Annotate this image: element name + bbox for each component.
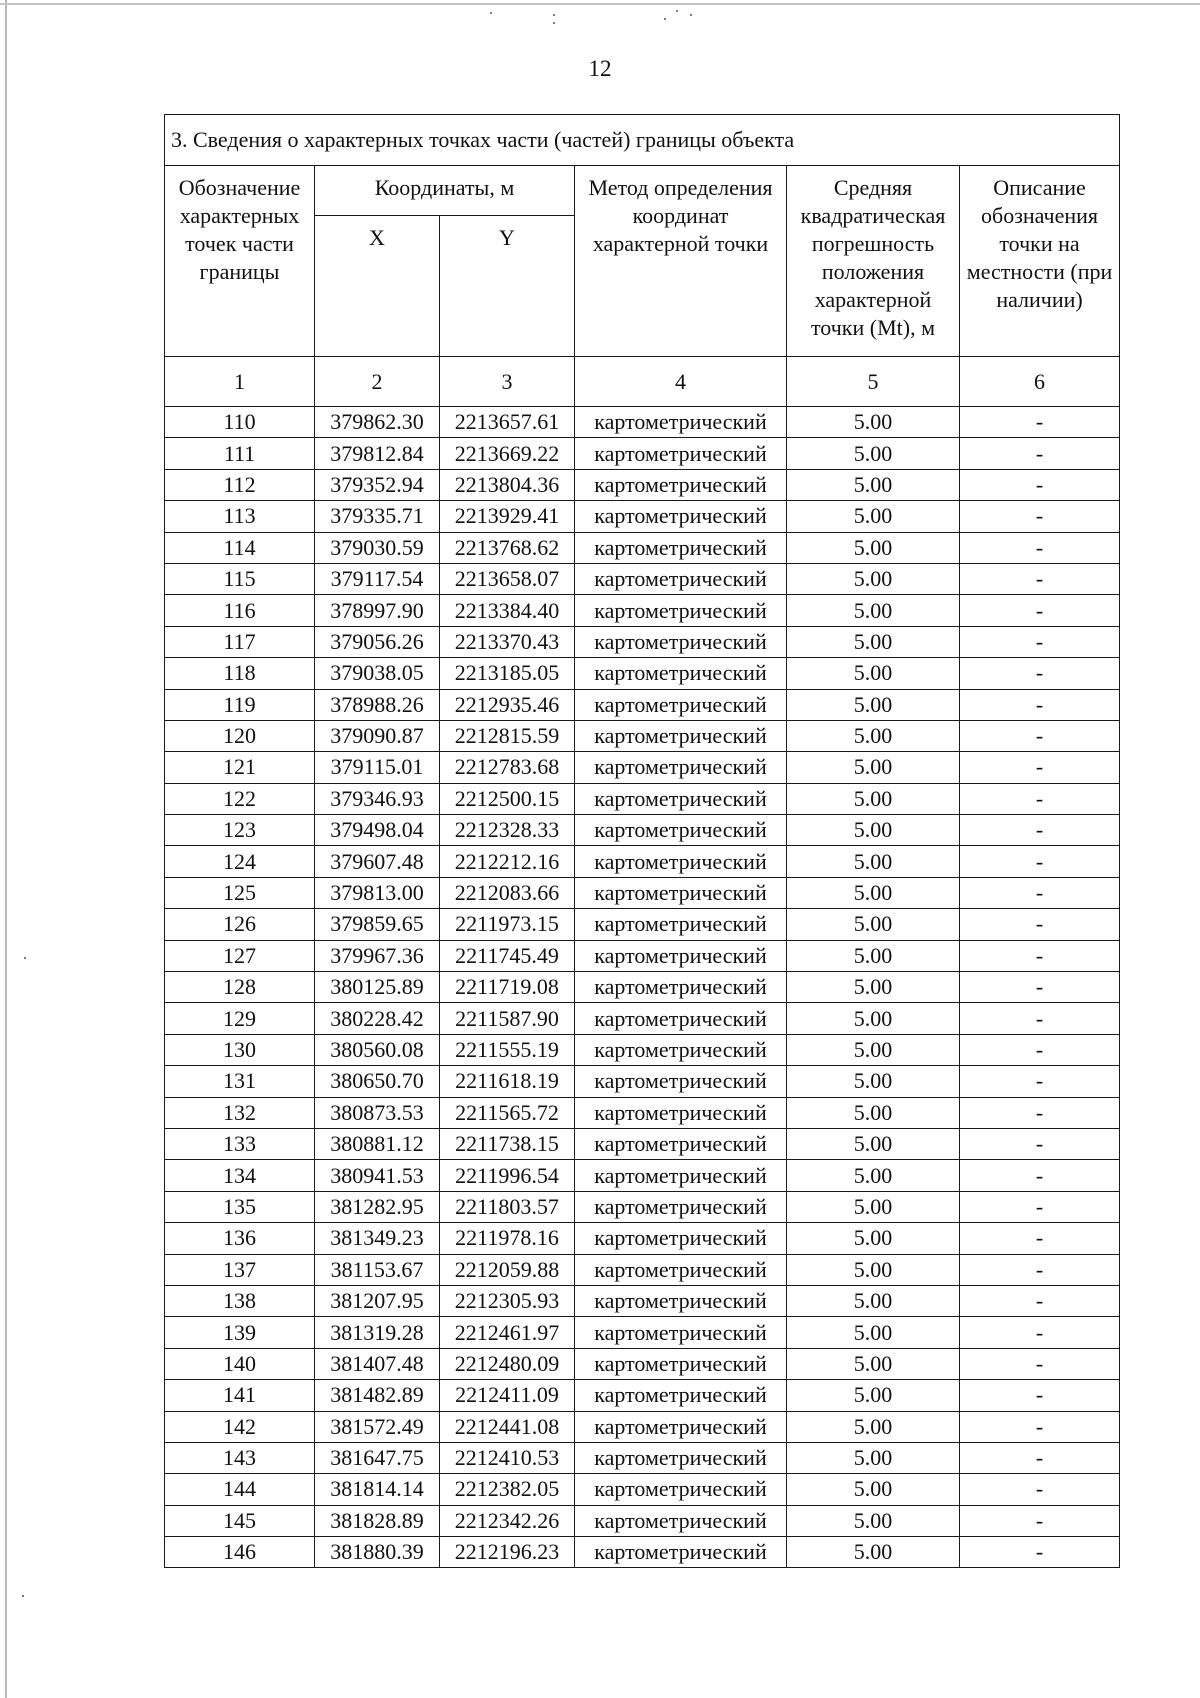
error-cell: 5.00 (787, 752, 960, 783)
x-coordinate-cell: 381880.39 (315, 1537, 440, 1568)
table-row (165, 1474, 1120, 1505)
method-cell: картометрический (575, 469, 787, 500)
point-id-cell: 126 (165, 909, 315, 940)
point-id-cell: 114 (165, 532, 315, 563)
x-coordinate-cell: 381407.48 (315, 1348, 440, 1379)
y-coordinate-cell: 2211745.49 (440, 940, 575, 971)
error-cell: 5.00 (787, 689, 960, 720)
method-cell: картометрический (575, 1505, 787, 1536)
description-cell: - (960, 1474, 1120, 1505)
point-id-cell: 118 (165, 658, 315, 689)
point-id-cell: 111 (165, 438, 315, 469)
description-cell: - (960, 1348, 1120, 1379)
y-coordinate-cell: 2213669.22 (440, 438, 575, 469)
x-coordinate-cell: 379498.04 (315, 815, 440, 846)
method-cell: картометрический (575, 595, 787, 626)
point-id-cell: 116 (165, 595, 315, 626)
method-cell: картометрический (575, 1097, 787, 1128)
x-coordinate-cell: 380560.08 (315, 1034, 440, 1065)
method-cell: картометрический (575, 563, 787, 594)
error-cell: 5.00 (787, 1191, 960, 1222)
scan-speck (690, 14, 692, 16)
y-coordinate-cell: 2211973.15 (440, 909, 575, 940)
column-number: 6 (960, 357, 1120, 407)
table-row (165, 626, 1120, 657)
description-cell: - (960, 783, 1120, 814)
description-cell: - (960, 407, 1120, 438)
scan-speck (490, 12, 492, 14)
x-coordinate-cell: 378997.90 (315, 595, 440, 626)
header-description: Описание обозначения точки на местности (при наличии) (960, 166, 1120, 357)
y-coordinate-cell: 2212815.59 (440, 720, 575, 751)
error-cell: 5.00 (787, 720, 960, 751)
method-cell: картометрический (575, 1223, 787, 1254)
y-coordinate-cell: 2213929.41 (440, 501, 575, 532)
y-coordinate-cell: 2212328.33 (440, 815, 575, 846)
error-cell: 5.00 (787, 1505, 960, 1536)
description-cell: - (960, 1097, 1120, 1128)
point-id-cell: 139 (165, 1317, 315, 1348)
description-cell: - (960, 1003, 1120, 1034)
x-coordinate-cell: 381482.89 (315, 1380, 440, 1411)
x-coordinate-cell: 381572.49 (315, 1411, 440, 1442)
scan-speck (24, 957, 26, 959)
scan-speck (553, 22, 555, 24)
point-id-cell: 138 (165, 1285, 315, 1316)
error-cell: 5.00 (787, 1537, 960, 1568)
error-cell: 5.00 (787, 1034, 960, 1065)
method-cell: картометрический (575, 877, 787, 908)
section-title: 3. Сведения о характерных точках части (частей) границы объекта (165, 115, 1120, 166)
y-coordinate-cell: 2212461.97 (440, 1317, 575, 1348)
description-cell: - (960, 1254, 1120, 1285)
method-cell: картометрический (575, 407, 787, 438)
x-coordinate-cell: 379335.71 (315, 501, 440, 532)
y-coordinate-cell: 2212212.16 (440, 846, 575, 877)
y-coordinate-cell: 2213384.40 (440, 595, 575, 626)
point-id-cell: 120 (165, 720, 315, 751)
error-cell: 5.00 (787, 1348, 960, 1379)
x-coordinate-cell: 379859.65 (315, 909, 440, 940)
table-row (165, 438, 1120, 469)
x-coordinate-cell: 381319.28 (315, 1317, 440, 1348)
error-cell: 5.00 (787, 658, 960, 689)
point-id-cell: 113 (165, 501, 315, 532)
table-row (165, 752, 1120, 783)
header-method: Метод определения координат характерной точки (575, 166, 787, 357)
header-designation: Обозначение характерных точек части границы (165, 166, 315, 357)
point-id-cell: 119 (165, 689, 315, 720)
point-id-cell: 115 (165, 563, 315, 594)
method-cell: картометрический (575, 972, 787, 1003)
x-coordinate-cell: 379607.48 (315, 846, 440, 877)
x-coordinate-cell: 379967.36 (315, 940, 440, 971)
method-cell: картометрический (575, 501, 787, 532)
point-id-cell: 123 (165, 815, 315, 846)
error-cell: 5.00 (787, 877, 960, 908)
method-cell: картометрический (575, 438, 787, 469)
x-coordinate-cell: 380873.53 (315, 1097, 440, 1128)
description-cell: - (960, 815, 1120, 846)
scan-edge-top (0, 3, 1200, 5)
point-id-cell: 127 (165, 940, 315, 971)
error-cell: 5.00 (787, 972, 960, 1003)
y-coordinate-cell: 2213804.36 (440, 469, 575, 500)
description-cell: - (960, 532, 1120, 563)
description-cell: - (960, 1380, 1120, 1411)
error-cell: 5.00 (787, 815, 960, 846)
method-cell: картометрический (575, 626, 787, 657)
error-cell: 5.00 (787, 501, 960, 532)
y-coordinate-cell: 2211738.15 (440, 1128, 575, 1159)
table-row (165, 1380, 1120, 1411)
description-cell: - (960, 1160, 1120, 1191)
point-id-cell: 141 (165, 1380, 315, 1411)
y-coordinate-cell: 2211978.16 (440, 1223, 575, 1254)
error-cell: 5.00 (787, 940, 960, 971)
point-id-cell: 144 (165, 1474, 315, 1505)
header-coordinates: Координаты, м (315, 166, 575, 216)
error-cell: 5.00 (787, 1474, 960, 1505)
error-cell: 5.00 (787, 1066, 960, 1097)
method-cell: картометрический (575, 1317, 787, 1348)
point-id-cell: 133 (165, 1128, 315, 1159)
scan-speck (22, 1595, 24, 1597)
point-id-cell: 140 (165, 1348, 315, 1379)
error-cell: 5.00 (787, 407, 960, 438)
point-id-cell: 130 (165, 1034, 315, 1065)
error-cell: 5.00 (787, 1285, 960, 1316)
description-cell: - (960, 438, 1120, 469)
error-cell: 5.00 (787, 1128, 960, 1159)
y-coordinate-cell: 2213658.07 (440, 563, 575, 594)
header-x: X (315, 216, 440, 357)
point-id-cell: 112 (165, 469, 315, 500)
error-cell: 5.00 (787, 1442, 960, 1473)
method-cell: картометрический (575, 720, 787, 751)
y-coordinate-cell: 2212441.08 (440, 1411, 575, 1442)
scan-speck (676, 10, 678, 12)
point-id-cell: 124 (165, 846, 315, 877)
error-cell: 5.00 (787, 469, 960, 500)
x-coordinate-cell: 379056.26 (315, 626, 440, 657)
y-coordinate-cell: 2211996.54 (440, 1160, 575, 1191)
table-row (165, 407, 1120, 438)
description-cell: - (960, 501, 1120, 532)
point-id-cell: 117 (165, 626, 315, 657)
description-cell: - (960, 1034, 1120, 1065)
column-number: 2 (315, 357, 440, 407)
y-coordinate-cell: 2213657.61 (440, 407, 575, 438)
y-coordinate-cell: 2213185.05 (440, 658, 575, 689)
error-cell: 5.00 (787, 783, 960, 814)
column-number: 3 (440, 357, 575, 407)
x-coordinate-cell: 381828.89 (315, 1505, 440, 1536)
error-cell: 5.00 (787, 1317, 960, 1348)
point-id-cell: 128 (165, 972, 315, 1003)
error-cell: 5.00 (787, 1223, 960, 1254)
method-cell: картометрический (575, 658, 787, 689)
point-id-cell: 142 (165, 1411, 315, 1442)
x-coordinate-cell: 380650.70 (315, 1066, 440, 1097)
y-coordinate-cell: 2211555.19 (440, 1034, 575, 1065)
y-coordinate-cell: 2211565.72 (440, 1097, 575, 1128)
table-row (165, 1411, 1120, 1442)
description-cell: - (960, 1128, 1120, 1159)
x-coordinate-cell: 379090.87 (315, 720, 440, 751)
table-row (165, 1254, 1120, 1285)
description-cell: - (960, 972, 1120, 1003)
point-id-cell: 145 (165, 1505, 315, 1536)
table-row (165, 469, 1120, 500)
y-coordinate-cell: 2212305.93 (440, 1285, 575, 1316)
error-cell: 5.00 (787, 1380, 960, 1411)
method-cell: картометрический (575, 1128, 787, 1159)
y-coordinate-cell: 2211618.19 (440, 1066, 575, 1097)
description-cell: - (960, 909, 1120, 940)
y-coordinate-cell: 2211803.57 (440, 1191, 575, 1222)
method-cell: картометрический (575, 1411, 787, 1442)
point-id-cell: 134 (165, 1160, 315, 1191)
y-coordinate-cell: 2212382.05 (440, 1474, 575, 1505)
point-id-cell: 129 (165, 1003, 315, 1034)
method-cell: картометрический (575, 1034, 787, 1065)
table-row (165, 1066, 1120, 1097)
error-cell: 5.00 (787, 1411, 960, 1442)
point-id-cell: 136 (165, 1223, 315, 1254)
description-cell: - (960, 469, 1120, 500)
point-id-cell: 146 (165, 1537, 315, 1568)
x-coordinate-cell: 379812.84 (315, 438, 440, 469)
method-cell: картометрический (575, 846, 787, 877)
error-cell: 5.00 (787, 1097, 960, 1128)
table-row (165, 1034, 1120, 1065)
y-coordinate-cell: 2212935.46 (440, 689, 575, 720)
table-row (165, 1348, 1120, 1379)
description-cell: - (960, 846, 1120, 877)
description-cell: - (960, 1505, 1120, 1536)
description-cell: - (960, 595, 1120, 626)
description-cell: - (960, 1191, 1120, 1222)
method-cell: картометрический (575, 1191, 787, 1222)
description-cell: - (960, 1317, 1120, 1348)
x-coordinate-cell: 379862.30 (315, 407, 440, 438)
y-coordinate-cell: 2212480.09 (440, 1348, 575, 1379)
error-cell: 5.00 (787, 909, 960, 940)
method-cell: картометрический (575, 783, 787, 814)
table-row (165, 689, 1120, 720)
scan-speck (553, 14, 555, 16)
method-cell: картометрический (575, 1474, 787, 1505)
scan-edge-left (5, 0, 7, 1698)
y-coordinate-cell: 2211719.08 (440, 972, 575, 1003)
y-coordinate-cell: 2212342.26 (440, 1505, 575, 1536)
description-cell: - (960, 1537, 1120, 1568)
x-coordinate-cell: 378988.26 (315, 689, 440, 720)
description-cell: - (960, 877, 1120, 908)
y-coordinate-cell: 2212083.66 (440, 877, 575, 908)
scan-speck (664, 18, 666, 20)
x-coordinate-cell: 381153.67 (315, 1254, 440, 1285)
header-error: Средняя квадратическая погрешность положения характерной точки (Mt), м (787, 166, 960, 357)
table-row (165, 1285, 1120, 1316)
error-cell: 5.00 (787, 438, 960, 469)
x-coordinate-cell: 379115.01 (315, 752, 440, 783)
table-row (165, 1128, 1120, 1159)
column-number: 4 (575, 357, 787, 407)
error-cell: 5.00 (787, 846, 960, 877)
x-coordinate-cell: 381282.95 (315, 1191, 440, 1222)
error-cell: 5.00 (787, 1160, 960, 1191)
method-cell: картометрический (575, 532, 787, 563)
error-cell: 5.00 (787, 626, 960, 657)
description-cell: - (960, 1285, 1120, 1316)
x-coordinate-cell: 380228.42 (315, 1003, 440, 1034)
method-cell: картометрический (575, 1442, 787, 1473)
table-row (165, 972, 1120, 1003)
description-cell: - (960, 1411, 1120, 1442)
x-coordinate-cell: 381814.14 (315, 1474, 440, 1505)
description-cell: - (960, 720, 1120, 751)
page-number: 12 (588, 56, 612, 81)
x-coordinate-cell: 379117.54 (315, 563, 440, 594)
table-row (165, 846, 1120, 877)
y-coordinate-cell: 2212500.15 (440, 783, 575, 814)
description-cell: - (960, 940, 1120, 971)
x-coordinate-cell: 380125.89 (315, 972, 440, 1003)
table-row (165, 783, 1120, 814)
description-cell: - (960, 1442, 1120, 1473)
table-row (165, 1097, 1120, 1128)
description-cell: - (960, 626, 1120, 657)
y-coordinate-cell: 2212059.88 (440, 1254, 575, 1285)
x-coordinate-cell: 379030.59 (315, 532, 440, 563)
x-coordinate-cell: 379352.94 (315, 469, 440, 500)
description-cell: - (960, 563, 1120, 594)
table-body (165, 407, 1120, 1568)
y-coordinate-cell: 2213768.62 (440, 532, 575, 563)
coordinates-table (164, 114, 1120, 1568)
point-id-cell: 143 (165, 1442, 315, 1473)
x-coordinate-cell: 379038.05 (315, 658, 440, 689)
point-id-cell: 137 (165, 1254, 315, 1285)
x-coordinate-cell: 381349.23 (315, 1223, 440, 1254)
method-cell: картометрический (575, 940, 787, 971)
table-row (165, 501, 1120, 532)
table-row (165, 563, 1120, 594)
description-cell: - (960, 658, 1120, 689)
x-coordinate-cell: 380941.53 (315, 1160, 440, 1191)
table-row (165, 532, 1120, 563)
description-cell: - (960, 689, 1120, 720)
error-cell: 5.00 (787, 1003, 960, 1034)
method-cell: картометрический (575, 815, 787, 846)
y-coordinate-cell: 2213370.43 (440, 626, 575, 657)
table-row (165, 1505, 1120, 1536)
table-row (165, 1537, 1120, 1568)
method-cell: картометрический (575, 1380, 787, 1411)
table-row (165, 940, 1120, 971)
table-row (165, 815, 1120, 846)
error-cell: 5.00 (787, 595, 960, 626)
x-coordinate-cell: 380881.12 (315, 1128, 440, 1159)
x-coordinate-cell: 381207.95 (315, 1285, 440, 1316)
table-row (165, 1003, 1120, 1034)
table-row (165, 720, 1120, 751)
method-cell: картометрический (575, 1003, 787, 1034)
description-cell: - (960, 1223, 1120, 1254)
method-cell: картометрический (575, 1254, 787, 1285)
table-row (165, 1191, 1120, 1222)
table-row (165, 909, 1120, 940)
method-cell: картометрический (575, 909, 787, 940)
point-id-cell: 131 (165, 1066, 315, 1097)
x-coordinate-cell: 381647.75 (315, 1442, 440, 1473)
description-cell: - (960, 752, 1120, 783)
y-coordinate-cell: 2212411.09 (440, 1380, 575, 1411)
table-row (165, 1223, 1120, 1254)
table-row (165, 1442, 1120, 1473)
table-row (165, 1160, 1120, 1191)
method-cell: картометрический (575, 1537, 787, 1568)
table-row (165, 595, 1120, 626)
error-cell: 5.00 (787, 1254, 960, 1285)
y-coordinate-cell: 2212783.68 (440, 752, 575, 783)
method-cell: картометрический (575, 752, 787, 783)
point-id-cell: 122 (165, 783, 315, 814)
table-row (165, 1317, 1120, 1348)
method-cell: картометрический (575, 1285, 787, 1316)
description-cell: - (960, 1066, 1120, 1097)
error-cell: 5.00 (787, 532, 960, 563)
point-id-cell: 132 (165, 1097, 315, 1128)
table-row (165, 658, 1120, 689)
method-cell: картометрический (575, 1160, 787, 1191)
error-cell: 5.00 (787, 563, 960, 594)
point-id-cell: 110 (165, 407, 315, 438)
table-row (165, 877, 1120, 908)
y-coordinate-cell: 2212410.53 (440, 1442, 575, 1473)
column-number: 5 (787, 357, 960, 407)
y-coordinate-cell: 2212196.23 (440, 1537, 575, 1568)
method-cell: картометрический (575, 1066, 787, 1097)
point-id-cell: 121 (165, 752, 315, 783)
x-coordinate-cell: 379346.93 (315, 783, 440, 814)
method-cell: картометрический (575, 1348, 787, 1379)
column-number: 1 (165, 357, 315, 407)
point-id-cell: 125 (165, 877, 315, 908)
point-id-cell: 135 (165, 1191, 315, 1222)
header-y: Y (440, 216, 575, 357)
x-coordinate-cell: 379813.00 (315, 877, 440, 908)
method-cell: картометрический (575, 689, 787, 720)
y-coordinate-cell: 2211587.90 (440, 1003, 575, 1034)
